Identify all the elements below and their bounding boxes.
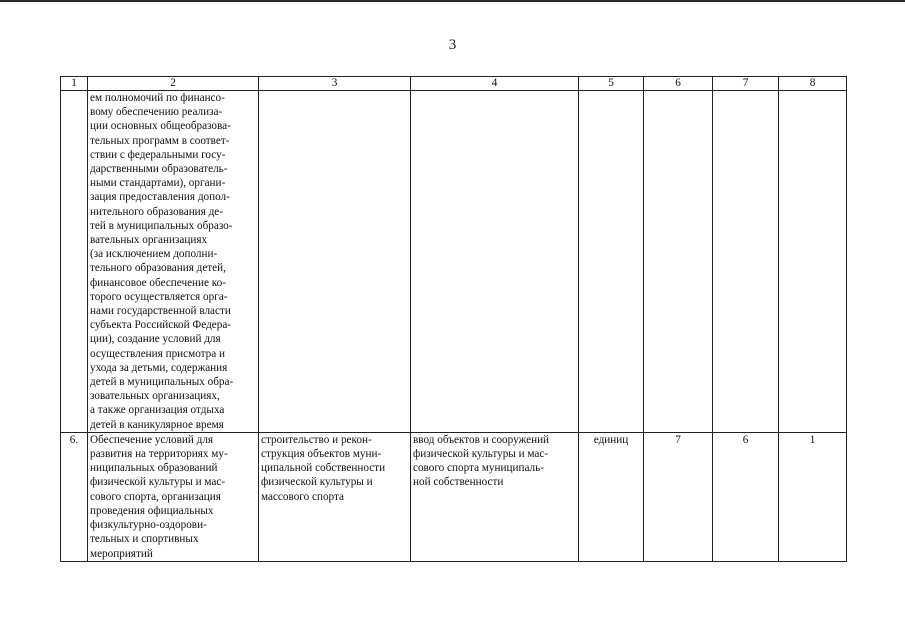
indicator-cell	[411, 91, 579, 433]
column-number: 7	[713, 77, 779, 91]
column-number: 6	[644, 77, 713, 91]
data-table	[60, 76, 847, 562]
page-number: 3	[448, 37, 457, 53]
activity-cell	[259, 432, 411, 561]
unit-cell: единиц	[579, 432, 644, 561]
table-row	[61, 432, 847, 561]
column-number: 5	[579, 77, 644, 91]
column-number: 4	[411, 77, 579, 91]
value-col7: 6	[713, 432, 779, 561]
activity-cell	[259, 91, 411, 433]
row-name-text: ем полномочий по финансо- вому обеспечению реализа- ции основных общеобразова- тельных программ в соответ- ствии с федеральными госу- дарственными образователь- ными стандартами), органи- зация предоставления допол- нительного образования де- тей в муниципальных образо- вательных организациях (за исключением дополни- тельного образования детей, финансовое обеспечение ко- торого осуществляется орга- нами государственной власти субъекта Российской Федера- ции), создание условий для осуществления присмотра и ухода за детьми, содержания детей в муниципальных обра- зовательных организациях, а также организация отдыха детей в каникулярное время	[90, 92, 234, 431]
column-number: 2	[88, 77, 259, 91]
value-col8	[779, 91, 847, 433]
row-name-text: Обеспечение условий для развития на территориях му- ниципальных образований физической культуры и мас- сового спорта, организация проведения официальных физкультурно-оздорови- тельных и спортивных мероприятий	[90, 433, 228, 560]
indicator-text: ввод объектов и сооружений физической культуры и мас- сового спорта муниципаль- ной собственности	[413, 433, 550, 489]
unit-cell	[579, 91, 644, 433]
value-col7	[713, 91, 779, 433]
row-number	[61, 91, 88, 433]
column-number: 1	[61, 77, 88, 91]
value-col6: 7	[644, 432, 713, 561]
value-col6	[644, 91, 713, 433]
column-number-row	[61, 77, 847, 91]
column-number: 8	[779, 77, 847, 91]
column-number: 3	[259, 77, 411, 91]
row-name-cell	[88, 432, 259, 561]
value-col8: 1	[779, 432, 847, 561]
top-border-line	[0, 0, 905, 2]
table-row	[61, 91, 847, 433]
activity-text: строительство и рекон- струкция объектов муни- ципальной собственности физической культуры и массового спорта	[261, 433, 386, 503]
row-name-cell	[88, 91, 259, 433]
indicator-cell	[411, 432, 579, 561]
row-number: 6.	[61, 432, 88, 561]
